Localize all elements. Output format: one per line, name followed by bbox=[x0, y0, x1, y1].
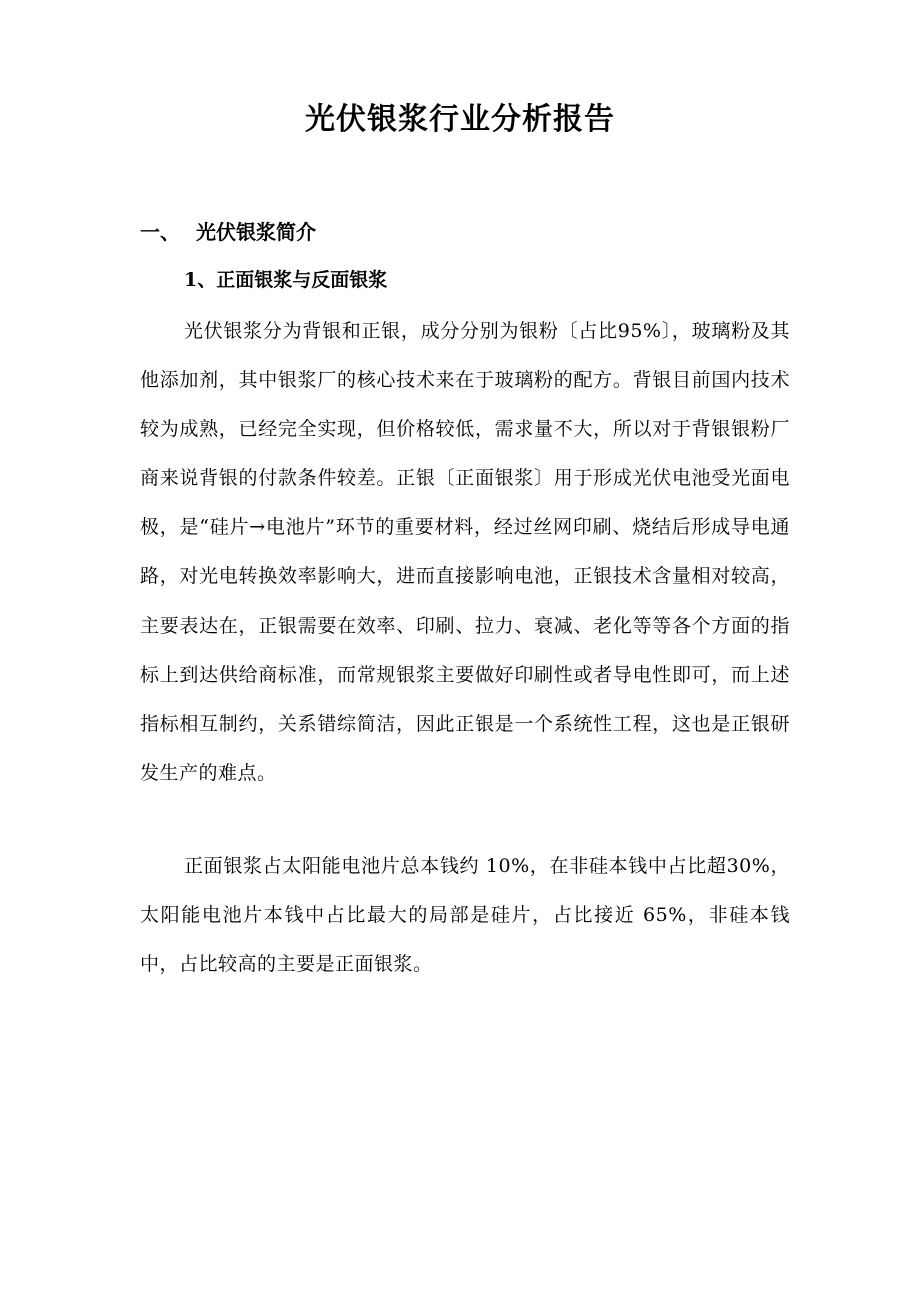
body-paragraph: 正面银浆占太阳能电池片总本钱约 10%，在非硅本钱中占比超30%，太阳能电池片本钱中占比最大的局部是硅片，占比接近 65%，非硅本钱中，占比较高的主要是正面银浆。 bbox=[140, 855, 790, 976]
section-heading bbox=[140, 214, 316, 250]
body-paragraph: 光伏银浆分为背银和正银，成分分别为银粉〔占比95%〕，玻璃粉及其他添加剂，其中银浆厂的核心技术来在于玻璃粉的配方。背银目前国内技术较为成熟，已经完全实现，但价格较低，需求量不大，所以对于背银银粉厂商来说背银的付款条件较差。正银〔正面银浆〕用于形成光伏电池受光面电极，是“硅片→电池片”环节的重要材料，经过丝网印刷、烧结后形成导电通路，对光电转换效率影响大，进而直接影响电池，正银技术含量相对较高，主要表达在，正银需要在效率、印刷、拉力、衰减、老化等等各个方面的指标上到达供给商标准，而常规银浆主要做好印刷性或者导电性即可，而上述指标相互制约，关系错综简洁，因此正银是一个系统性工程，这也是正银研发生产的难点。 bbox=[140, 320, 790, 784]
document-title: 光伏银浆行业分析报告 bbox=[305, 102, 615, 137]
subsection-heading: 1、正面银浆与反面银浆 bbox=[184, 269, 388, 291]
section-number: 一、 bbox=[140, 220, 180, 244]
section-title: 光伏银浆简介 bbox=[196, 220, 316, 244]
